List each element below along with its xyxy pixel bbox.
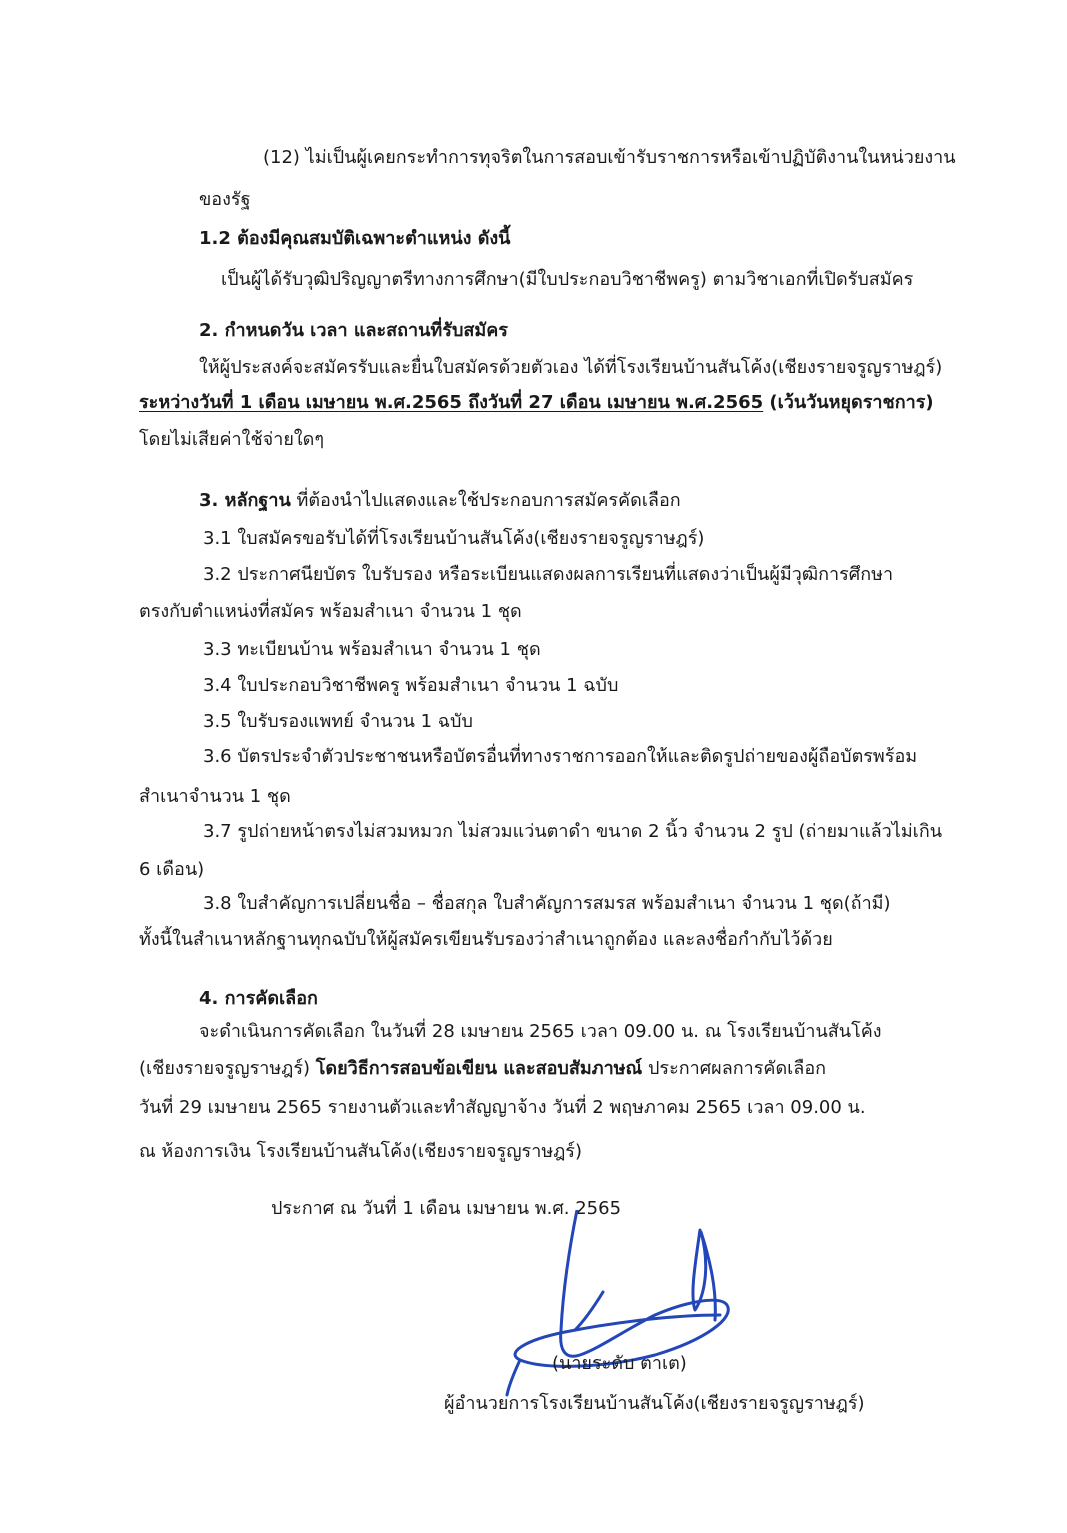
section-4-line2	[139, 1057, 826, 1081]
signature-cross	[575, 1292, 603, 1330]
item-3-2-line2: ตรงกับตำแหน่งที่สมัคร พร้อมสำเนา จำนวน 1 ชุด	[139, 601, 522, 622]
application-period: ระหว่างวันที่ 1 เดือน เมษายน พ.ศ.2565 ถึงวันที่ 27 เดือน เมษายน พ.ศ.2565	[139, 392, 764, 413]
signature-tail	[507, 1360, 520, 1395]
signer-name: (นายระดับ ตาเต)	[552, 1353, 687, 1374]
announce-results: ประกาศผลการคัดเลือก	[642, 1058, 827, 1079]
item-3-8: 3.8 ใบสำคัญการเปลี่ยนชื่อ – ชื่อสกุล ใบสำคัญการสมรส พร้อมสำเนา จำนวน 1 ชุด(ถ้ามี)	[203, 893, 891, 914]
school-name-part: (เชียงรายจรูญราษฎร์)	[139, 1058, 316, 1079]
item-3-6-line1: 3.6 บัตรประจำตัวประชาชนหรือบัตรอื่นที่ทางราชการออกให้และติดรูปถ่ายของผู้ถือบัตรพร้อม	[203, 746, 918, 767]
signature-flourish	[693, 1230, 715, 1320]
item-3-6-line2: สำเนาจำนวน 1 ชุด	[139, 786, 291, 807]
section-2-line3: โดยไม่เสียค่าใช้จ่ายใดๆ	[139, 429, 325, 450]
section-3-heading	[199, 489, 681, 513]
section-1-2-text: เป็นผู้ได้รับวุฒิปริญญาตรีทางการศึกษา(มีใบประกอบวิชาชีพครู) ตามวิชาเอกที่เปิดรับสมัคร	[221, 269, 914, 290]
item-3-5: 3.5 ใบรับรองแพทย์ จำนวน 1 ฉบับ	[203, 711, 473, 732]
holiday-note: (เว้นวันหยุดราชการ)	[763, 392, 934, 413]
section-3-heading-rest: ที่ต้องนำไปแสดงและใช้ประกอบการสมัครคัดเลือก	[290, 490, 681, 511]
clause-12-line1: (12) ไม่เป็นผู้เคยกระทำการทุจริตในการสอบเข้ารับราชการหรือเข้าปฏิบัติงานในหน่วยงาน	[263, 147, 956, 168]
section-4-heading: 4. การคัดเลือก	[199, 988, 318, 1009]
selection-method: โดยวิธีการสอบข้อเขียน และสอบสัมภาษณ์	[315, 1058, 643, 1079]
section-2-line2	[139, 391, 934, 415]
item-3-7-line1: 3.7 รูปถ่ายหน้าตรงไม่สวมหมวก ไม่สวมแว่นตาดำ ขนาด 2 นิ้ว จำนวน 2 รูป (ถ่ายมาแล้วไม่เกิน	[203, 821, 943, 842]
section-1-2-heading: 1.2 ต้องมีคุณสมบัติเฉพาะตำแหน่ง ดังนี้	[199, 228, 511, 249]
section-4-line3: วันที่ 29 เมษายน 2565 รายงานตัวและทำสัญญาจ้าง วันที่ 2 พฤษภาคม 2565 เวลา 09.00 น.	[139, 1097, 866, 1118]
announcement-date: ประกาศ ณ วันที่ 1 เดือน เมษายน พ.ศ. 2565	[271, 1198, 622, 1219]
section-3-note: ทั้งนี้ในสำเนาหลักฐานทุกฉบับให้ผู้สมัครเขียนรับรองว่าสำเนาถูกต้อง และลงชื่อกำกับไว้ด้วย	[139, 929, 833, 950]
item-3-7-line2: 6 เดือน)	[139, 859, 205, 880]
section-4-line1: จะดำเนินการคัดเลือก ในวันที่ 28 เมษายน 2565 เวลา 09.00 น. ณ โรงเรียนบ้านสันโค้ง	[199, 1021, 882, 1042]
signer-title: ผู้อำนวยการโรงเรียนบ้านสันโค้ง(เชียงรายจรูญราษฎร์)	[444, 1393, 865, 1414]
item-3-4: 3.4 ใบประกอบวิชาชีพครู พร้อมสำเนา จำนวน 1 ฉบับ	[203, 675, 619, 696]
clause-12-line2: ของรัฐ	[199, 189, 251, 210]
item-3-3: 3.3 ทะเบียนบ้าน พร้อมสำเนา จำนวน 1 ชุด	[203, 639, 541, 660]
signature-loop	[515, 1210, 728, 1366]
section-3-heading-bold: 3. หลักฐาน	[199, 490, 291, 511]
section-4-line4: ณ ห้องการเงิน โรงเรียนบ้านสันโค้ง(เชียงรายจรูญราษฎร์)	[139, 1141, 582, 1162]
section-2-line1: ให้ผู้ประสงค์จะสมัครรับและยื่นใบสมัครด้วยตัวเอง ได้ที่โรงเรียนบ้านสันโค้ง(เชียงรายจรูญราษฎร์)	[199, 357, 943, 378]
section-2-heading: 2. กำหนดวัน เวลา และสถานที่รับสมัคร	[199, 320, 508, 341]
item-3-1: 3.1 ใบสมัครขอรับได้ที่โรงเรียนบ้านสันโค้ง(เชียงรายจรูญราษฎร์)	[203, 528, 705, 549]
item-3-2-line1: 3.2 ประกาศนียบัตร ใบรับรอง หรือระเบียนแสดงผลการเรียนที่แสดงว่าเป็นผู้มีวุฒิการศึกษา	[203, 564, 894, 585]
